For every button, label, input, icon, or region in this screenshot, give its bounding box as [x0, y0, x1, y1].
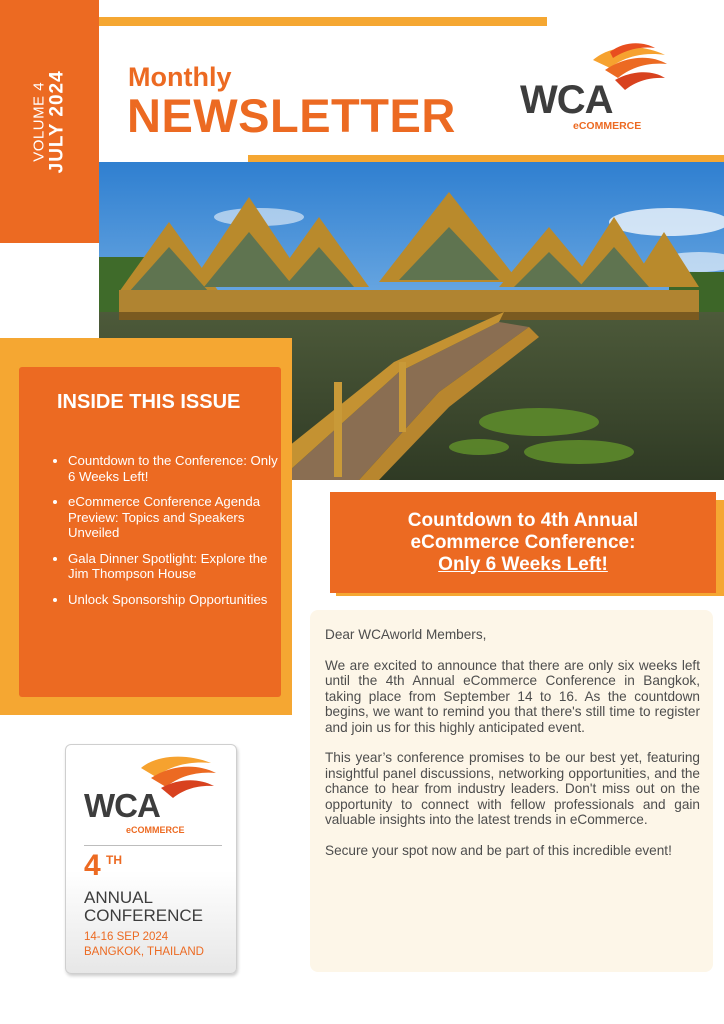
- card-divider: [84, 845, 222, 846]
- volume-number: VOLUME 4: [30, 81, 48, 162]
- countdown-link[interactable]: Only 6 Weeks Left!: [438, 553, 608, 575]
- card-ordinal-suffix: TH: [106, 853, 122, 867]
- card-brand: WCA: [84, 787, 160, 824]
- title-newsletter: NEWSLETTER: [127, 89, 456, 142]
- toc-item[interactable]: • eCommerce Conference Agenda Preview: Topics and Speakers Unveiled: [68, 494, 278, 541]
- card-line-2: CONFERENCE: [84, 906, 204, 925]
- card-location: BANGKOK, THAILAND: [84, 946, 204, 958]
- title-monthly: Monthly: [128, 62, 232, 92]
- article-paragraph-3: Secure your spot now and be part of this incredible event!: [325, 842, 672, 858]
- wca-logo: [515, 40, 690, 135]
- card-line-1: ANNUAL: [84, 888, 153, 907]
- logo-sub: eCOMMERCE: [573, 120, 642, 132]
- logo-brand: WCA: [520, 78, 613, 122]
- toc-item[interactable]: • Countdown to the Conference: Only 6 Weeks Left!: [68, 453, 278, 484]
- article-greeting: Dear WCAworld Members,: [325, 627, 487, 642]
- countdown-headline: [330, 492, 716, 593]
- toc-title: INSIDE THIS ISSUE: [57, 391, 241, 413]
- article-paragraph-1: We are excited to announce that there are only six weeks left until the 4th Annual eCommerce Conference in Bangkok, taking place from September 14 to 16. As the countdown begins, we want to remind you that there's still time to register and join us for this highly anticipated event.: [325, 657, 700, 735]
- card-sub: eCOMMERCE: [126, 825, 185, 835]
- card-ordinal: 4: [84, 849, 101, 882]
- toc-item[interactable]: • Unlock Sponsorship Opportunities: [68, 592, 278, 608]
- volume-label: [0, 0, 99, 243]
- toc-item[interactable]: • Gala Dinner Spotlight: Explore the Jim Thompson House: [68, 551, 278, 582]
- article-paragraph-2: This year’s conference promises to be our best yet, featuring insightful panel discussions, networking opportunities, and the chance to hear from industry leaders. Don't miss out on the opportunity to connect with fellow professionals and gain valuable insights into the latest trends in eCommerce.: [325, 750, 700, 827]
- conference-card: [65, 744, 237, 974]
- accent-bar-top: [99, 17, 547, 26]
- issue-date: JULY 2024: [46, 69, 68, 174]
- toc-list: [50, 453, 278, 617]
- countdown-line-1: Countdown to 4th Annual: [407, 509, 639, 531]
- article-body: [325, 627, 700, 873]
- card-dates: 14-16 SEP 2024: [84, 931, 169, 943]
- countdown-line-2: eCommerce Conference:: [410, 531, 636, 553]
